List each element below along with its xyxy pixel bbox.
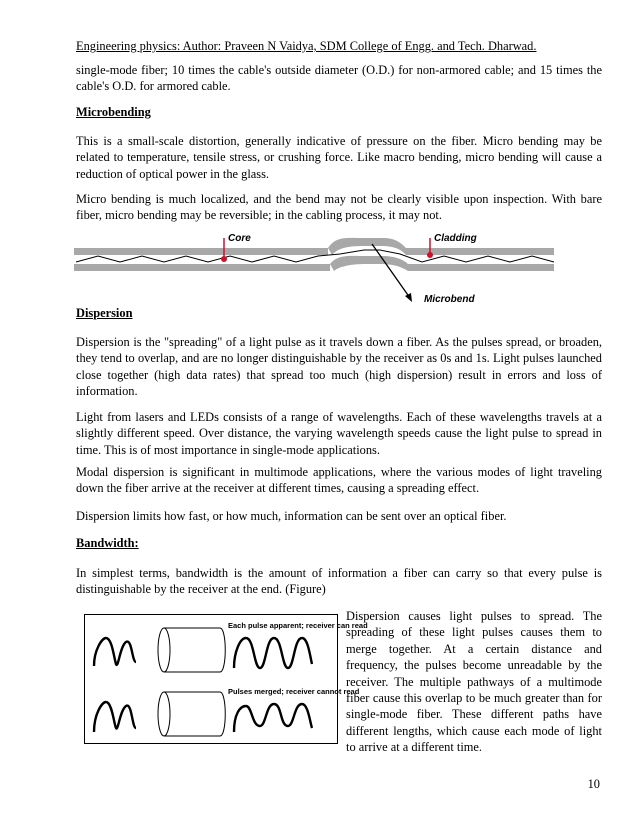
page-number: 10: [587, 777, 600, 791]
top-row-label: Each pulse apparent; receiver can read: [228, 621, 368, 630]
dispersion-para-3: Modal dispersion is significant in multimode applications, where the various modes of light traveling down the fiber arrive at the receiver at different times, causing a spreading effect.: [76, 465, 602, 496]
core-label: Core: [228, 233, 251, 244]
bandwidth-para-1: In simplest terms, bandwidth is the amount of information a fiber can carry so that every pulse is distinguishable by the receiver at the end. (Figure): [76, 566, 602, 597]
output-pulses-top: [234, 638, 312, 668]
input-pulses-top: [94, 638, 136, 666]
microbending-heading: Microbending: [76, 105, 151, 119]
output-pulses-bottom: [234, 704, 312, 732]
microbending-para-2: Micro bending is much localized, and the bend may not be clearly visible upon inspection. With bare fiber, micro bending may be reversible; in the cabling process, it may not.: [76, 192, 602, 223]
bandwidth-side-text: Dispersion causes light pulses to spread. The spreading of these light pulses causes them to merge together. At a certain distance and frequency, the pulses become unreadable by the receiver. The multiple pathways of a multimode fiber cause this overlap to be much greater than for single-mode fiber. These different paths have different lengths, which cause each mode of light to arrive at a different time.: [346, 609, 602, 755]
bottom-row-label: Pulses merged; receiver cannot read: [228, 687, 360, 696]
microbend-arrow-head: [405, 293, 412, 302]
fiber-end-right-bottom: [220, 692, 225, 736]
bandwidth-figure: [84, 614, 368, 744]
cladding-marker-dot: [427, 252, 433, 258]
dispersion-heading: Dispersion: [76, 306, 133, 320]
upper-cladding-left: [74, 248, 328, 255]
microbend-label: Microbend: [424, 294, 475, 305]
figure-frame: [85, 615, 338, 744]
dispersion-para-1: Dispersion is the "spreading" of a light pulse as it travels down a fiber. As the pulses spread, or broaden, they tend to overlap, and are no longer distinguishable by the receiver as 0s and 1s. Light pulses launched close together (high data rates) that spread too much (high dispersion) result in errors and loss of information.: [76, 335, 602, 399]
cladding-label: Cladding: [434, 233, 477, 244]
input-pulses-bottom: [94, 702, 136, 732]
dispersion-para-2: Light from lasers and LEDs consists of a range of wavelengths. Each of these wavelengths travels at a slightly different speed. Over distance, the varying wavelength speeds cause the light pulse to spread in time. This is of most importance in single-mode applications.: [76, 410, 602, 457]
fiber-end-left-bottom: [158, 692, 170, 736]
fiber-end-left-top: [158, 628, 170, 672]
lower-cladding-bend: [330, 256, 408, 271]
microbending-para-1: This is a small-scale distortion, generally indicative of pressure on the fiber. Micro bending may be related to temperature, tensile stress, or crushing force. Like macro bending, micro bending will cause a reduction of optical power in the glass.: [76, 134, 602, 181]
microbend-figure: [74, 226, 556, 310]
page-header: Engineering physics: Author: Praveen N Vaidya, SDM College of Engg. and Tech. Dharwad.: [76, 39, 537, 53]
fiber-end-right-top: [220, 628, 225, 672]
core-marker-dot: [221, 256, 227, 262]
intro-continuation: single-mode fiber; 10 times the cable's outside diameter (O.D.) for non-armored cable; and 15 times the cable's O.D. for armored cable.: [76, 63, 602, 94]
bandwidth-heading: Bandwidth:: [76, 536, 139, 550]
dispersion-para-4: Dispersion limits how fast, or how much, information can be sent over an optical fiber.: [76, 509, 507, 523]
lower-cladding-left: [74, 264, 330, 271]
lower-cladding-right: [408, 264, 554, 271]
